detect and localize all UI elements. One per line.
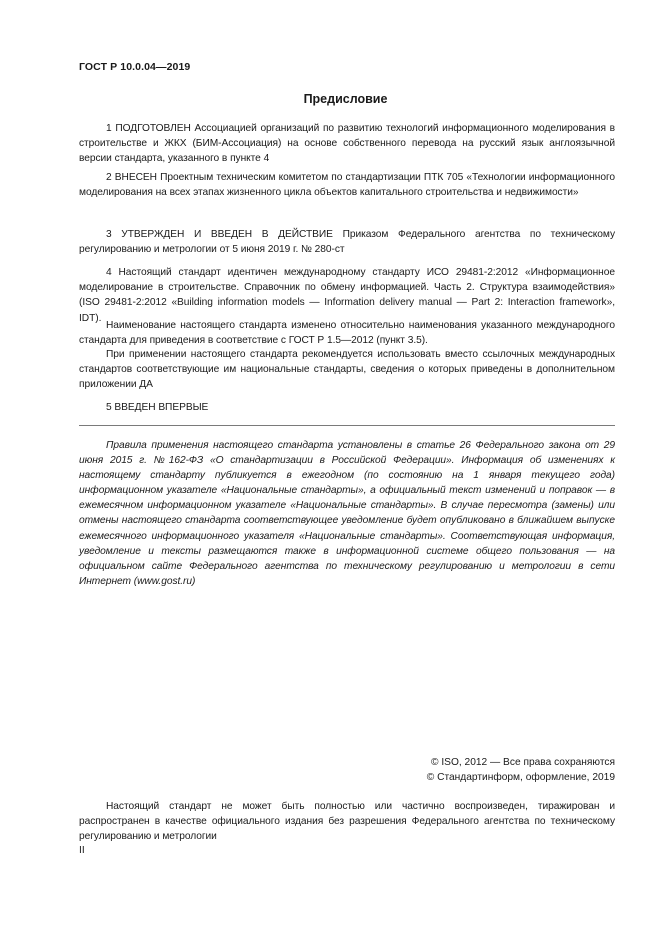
- foreword-item-4-rename-note: Наименование настоящего стандарта изменено относительно наименования указанного международного стандарта для приведения в соответствие с ГОСТ Р 1.5—2012 (пункт 3.5).: [79, 320, 615, 347]
- foreword-title: Предисловие: [303, 92, 388, 106]
- foreword-item-1: 1 ПОДГОТОВЛЕН Ассоциацией организаций по развитию технологий информационного моделирования в строительстве и ЖКХ (БИМ-Ассоциация) на основе собственного перевода на русский язык англоязычной версии стандарта, указанного в пункте 4: [79, 123, 615, 165]
- standartinform-copyright: © Стандартинформ, оформление, 2019: [426, 772, 615, 783]
- foreword-item-4-references-note: При применении настоящего стандарта рекомендуется использовать вместо ссылочных международных стандартов соответствующие им национальные стандарты, сведения о которых приведены в дополнительном приложении ДА: [79, 349, 615, 391]
- application-rules-notice: Правила применения настоящего стандарта установлены в статье 26 Федерального закона от 29 июня 2015 г. №162-ФЗ «О стандартизации в Российской Федерации». Информация об изменениях к настоящему стандарту публикуется в ежегодном (по состоянию на 1 января текущего года) информационном указателе «Национальные стандарты», а официальный текст изменений и поправок — в ежемесячном информационном указателе «Национальные стандарты». В случае пересмотра (замены) или отмены настоящего стандарта соответствующее уведомление будет опубликовано в ближайшем выпуске ежемесячного информационного указателя «Национальные стандарты». Соответствующая информация, уведомление и тексты размещаются также в информационной системе общего пользования — на официальном сайте Федерального агентства по техническому регулированию и метрологии в сети Интернет (www.gost.ru): [79, 440, 615, 587]
- foreword-item-2: 2 ВНЕСЕН Проектным техническим комитетом по стандартизации ПТК 705 «Технологии информационного моделирования на всех этапах жизненного цикла объектов капитального строительства и недвижимости»: [79, 172, 615, 199]
- standard-code-header: ГОСТ Р 10.0.04—2019: [79, 61, 191, 73]
- reproduction-notice: Настоящий стандарт не может быть полностью или частично воспроизведен, тиражирован и распространен в качестве официального издания без разрешения Федерального агентства по техническому регулированию и метрологии: [79, 801, 615, 843]
- foreword-item-3: 3 УТВЕРЖДЕН И ВВЕДЕН В ДЕЙСТВИЕ Приказом Федерального агентства по техническому регулированию и метрологии от 5 июня 2019 г. № 280-ст: [79, 229, 615, 256]
- page-number: II: [79, 845, 85, 856]
- iso-copyright: © ISO, 2012 — Все права сохраняются: [431, 757, 615, 768]
- foreword-item-4: 4 Настоящий стандарт идентичен международному стандарту ИСО 29481-2:2012 «Информационное моделирование в строительстве. Справочник по обмену информацией. Часть 2. Структура взаимодействия» (ISO 29481-2:2012 «Building information models — Information delivery manual — Part 2: Interaction framework», IDT).: [79, 267, 615, 324]
- foreword-item-5: 5 ВВЕДЕН ВПЕРВЫЕ: [106, 402, 209, 413]
- separator-line: [79, 425, 615, 426]
